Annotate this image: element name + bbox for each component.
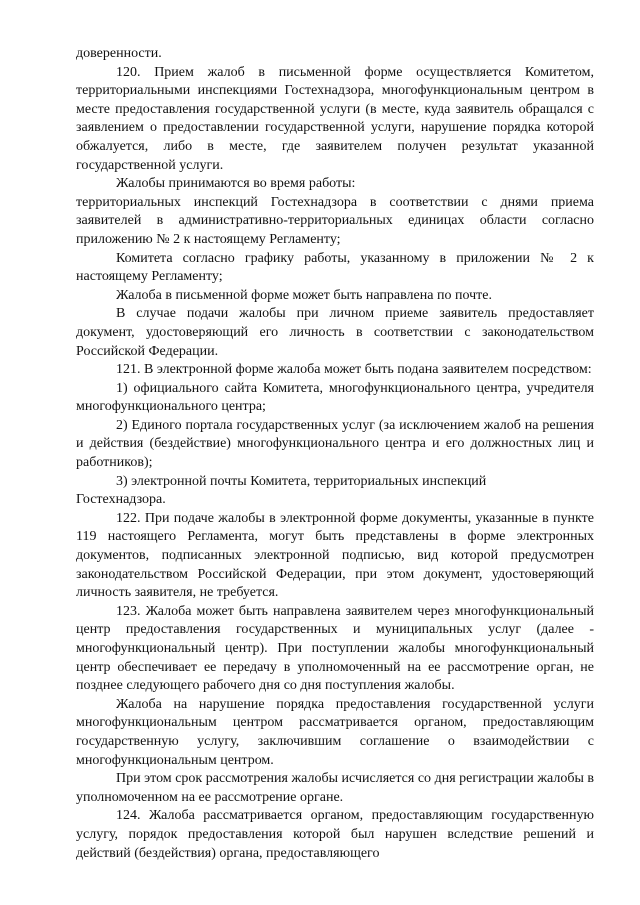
paragraph-124: 124. Жалоба рассматривается органом, предоставляющим государственную услугу, порядок предоставления которой был нарушен вследствие решений и действий (бездействия) органа, предоставляющего: [76, 808, 594, 861]
paragraph-121-item-2: 2) Единого портала государственных услуг (за исключением жалоб на решения и действия (бездействие) многофункционального центра и его должностных лиц и работников);: [76, 417, 594, 471]
paragraph-120: 120. Прием жалоб в письменной форме осуществляется Комитетом, территориальными инспекциями Гостехнадзора, многофункциональным центром в месте предоставления государственной услуги (в месте, куда заявитель обращался с заявлением о предоставлении государственной услуги, нарушение порядка которой обжалуется, либо в месте, где заявителем получен результат указанной государственной услуги.: [76, 64, 594, 173]
paragraph-mfc-complaint: Жалоба на нарушение порядка предоставления государственной услуги многофункциональным центром рассматривается органом, предоставляющим государственную услугу, заключившим соглашение о взаимодействии с многофункциональным центром.: [76, 696, 594, 768]
paragraph-personal-reception: В случае подачи жалобы при личном приеме заявитель предоставляет документ, удостоверяющий его личность в соответствии с законодательством Российской Федерации.: [76, 306, 594, 359]
paragraph-committee: Комитета согласно графику работы, указанному в приложении № 2 к настоящему Регламенту;: [76, 250, 594, 285]
paragraph-continuation: доверенности.: [76, 46, 162, 61]
paragraph-121-item-3: 3) электронной почты Комитета, территориальных инспекций: [116, 473, 487, 489]
paragraph-by-mail: Жалоба в письменной форме может быть направлена по почте.: [116, 287, 492, 303]
paragraph-working-hours: Жалобы принимаются во время работы:: [116, 176, 356, 192]
paragraph-121: 121. В электронной форме жалоба может быть подана заявителем посредством:: [116, 362, 592, 378]
paragraph-121-item-1: 1) официального сайта Комитета, многофункционального центра, учредителя многофункционального центра;: [76, 380, 594, 415]
paragraph-121-item-3-cont: Гостехнадзора.: [76, 492, 166, 508]
paragraph-123: 123. Жалоба может быть направлена заявителем через многофункциональный центр предоставления государственных и муниципальных услуг (далее - многофункциональный центр). При поступлении жалобы многофункциональный центр обеспечивает ее передачу в уполномоченный на ее рассмотрение орган, не позднее следующего рабочего дня со дня поступления жалобы.: [76, 603, 594, 694]
paragraph-122: 122. При подаче жалобы в электронной форме документы, указанные в пункте 119 настоящего Регламента, могут быть представлены в форме электронных документов, подписанных электронной подписью, вид которой предусмотрен законодательством Российской Федерации, при этом документ, удостоверяющий личность заявителя, не требуется.: [76, 510, 594, 601]
paragraph-inspections: территориальных инспекций Гостехнадзора в соответствии с днями приема заявителей в административно-территориальных единицах области согласно приложению № 2 к настоящему Регламенту;: [76, 194, 594, 247]
document-page: [76, 45, 594, 863]
paragraph-term: При этом срок рассмотрения жалобы исчисляется со дня регистрации жалобы в уполномоченном на ее рассмотрение органе.: [76, 771, 594, 805]
